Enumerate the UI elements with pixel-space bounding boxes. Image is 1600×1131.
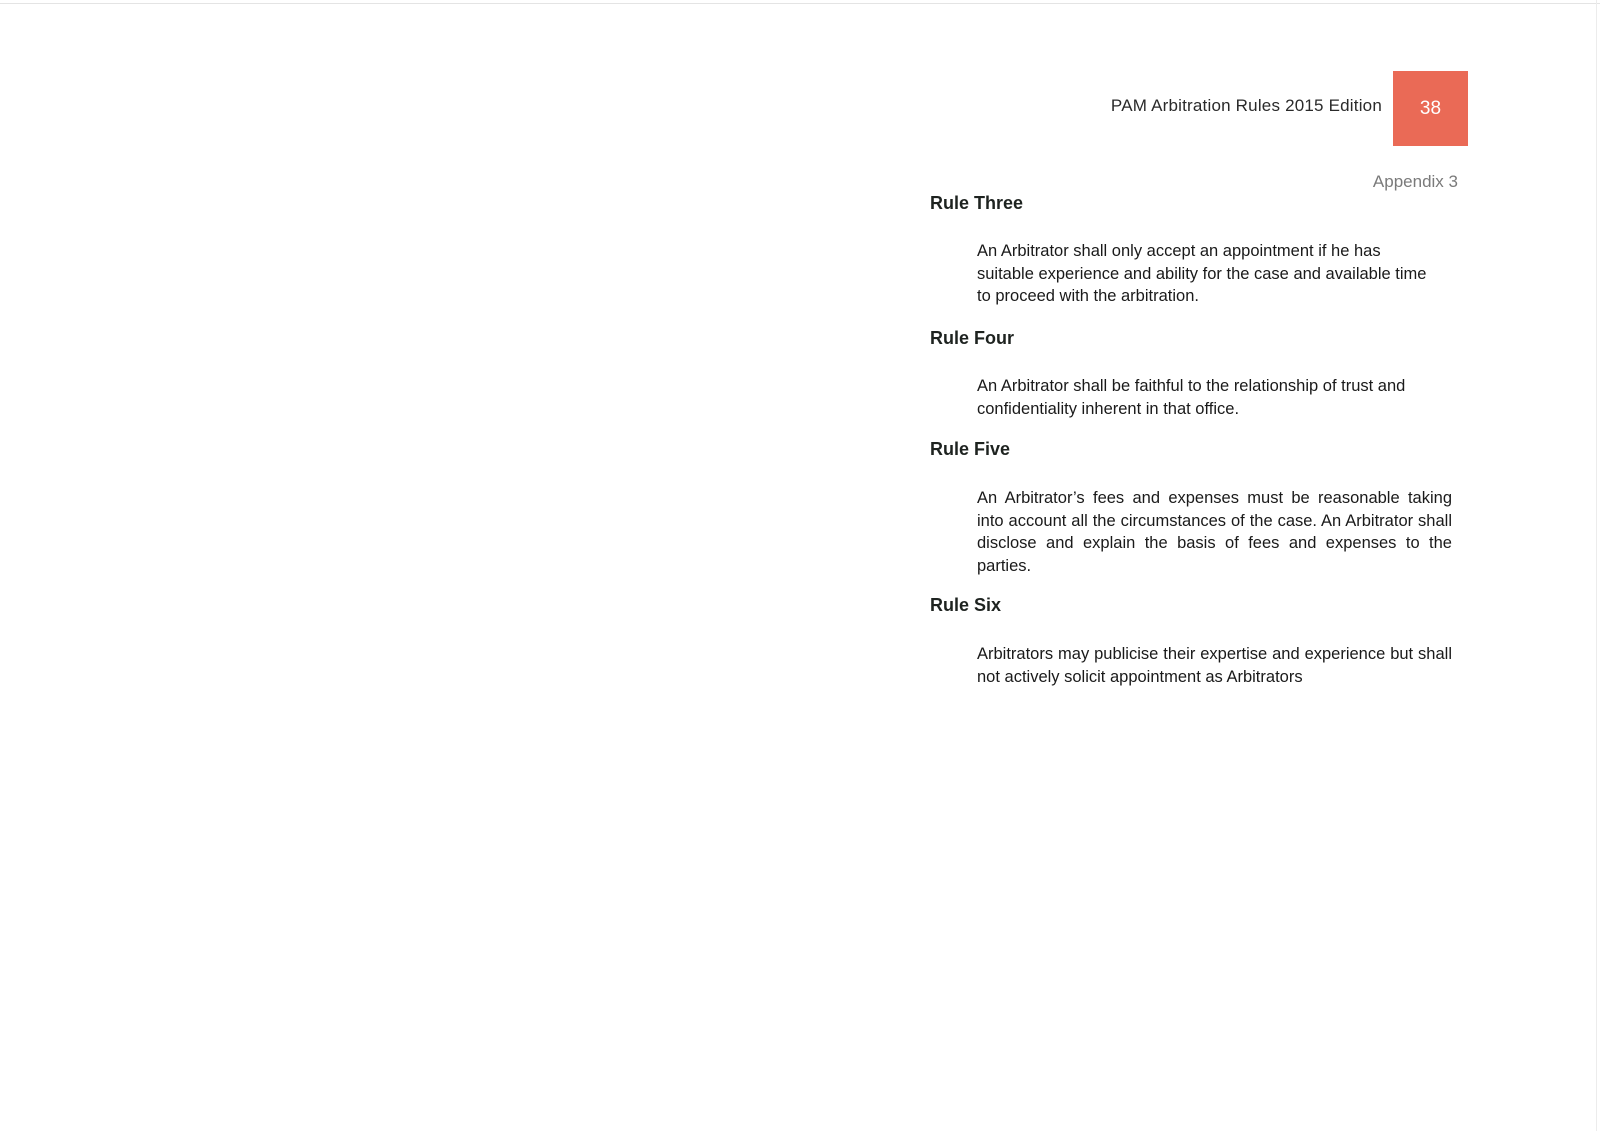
- appendix-label: Appendix 3: [1372, 172, 1458, 191]
- rule-five-body: An Arbitrator’s fees and expenses must be reasonable taking into account all the circumstances of the case. An Arbitrator shall disclose and explain the basis of fees and expenses to the parties.: [977, 489, 1452, 575]
- scan-edge-right: [1596, 0, 1597, 1131]
- scan-edge-top: [0, 3, 1600, 4]
- rule-four-body: An Arbitrator shall be faithful to the relationship of trust and confidentiality inherent in that office.: [977, 377, 1406, 418]
- rule-four-heading: Rule Four: [930, 328, 1014, 348]
- rule-three-heading: Rule Three: [930, 193, 1024, 213]
- page-number-badge: [1393, 71, 1468, 146]
- running-header-title: PAM Arbitration Rules 2015 Edition: [1110, 96, 1382, 115]
- rule-five-heading: Rule Five: [930, 439, 1011, 459]
- rule-six-body: Arbitrators may publicise their expertise and experience but shall not actively solicit appointment as Arbitrators: [977, 645, 1452, 686]
- page-number: 38: [1419, 97, 1442, 119]
- rule-six-heading: Rule Six: [930, 595, 1002, 615]
- rule-three-body: An Arbitrator shall only accept an appointment if he has suitable experience and ability for the case and available time to proceed with the arbitration.: [977, 242, 1427, 305]
